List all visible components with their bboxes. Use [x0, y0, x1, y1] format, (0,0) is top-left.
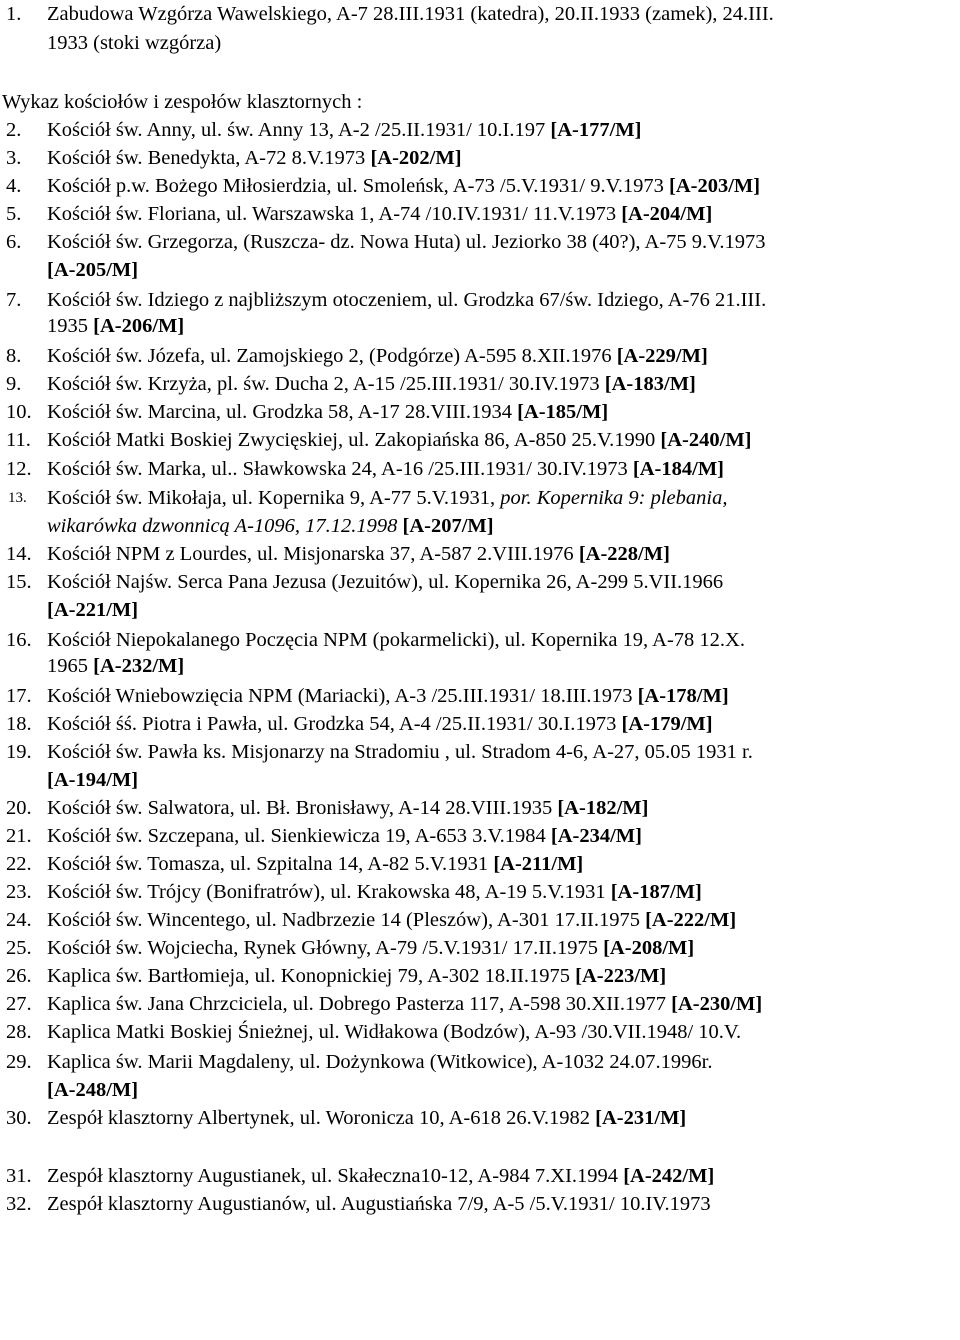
- item-continuation-text: 1933 (stoki wzgórza): [47, 32, 222, 54]
- item-text: [47, 1020, 741, 1044]
- item-description: Kościół śś. Piotra i Pawła, ul. Grodzka 54, A-4 /25.II.1931/ 30.I.1973: [47, 713, 622, 735]
- register-number: [A-177/M]: [550, 119, 642, 141]
- item-description: Kościół Niepokalanego Poczęcia NPM (pokarmelicki), ul. Kopernika 19, A-78 12.X.: [47, 629, 745, 651]
- register-number: [A-222/M]: [645, 909, 737, 931]
- item-description: 1965: [47, 655, 94, 677]
- item-number: 19.: [6, 741, 32, 763]
- item-number: 9.: [6, 373, 22, 395]
- item-number: 32.: [6, 1193, 32, 1215]
- item-description: Kościół św. Wojciecha, Rynek Główny, A-79 /5.V.1931/ 17.II.1975: [47, 937, 604, 959]
- item-description: Kościół św. Szczepana, ul. Sienkiewicza 19, A-653 3.V.1984: [47, 825, 551, 847]
- item-number: 26.: [6, 965, 32, 987]
- register-number: [A-228/M]: [578, 543, 670, 565]
- register-number: [A-185/M]: [517, 401, 609, 423]
- register-number: [A-179/M]: [621, 713, 713, 735]
- item-text: [47, 880, 702, 904]
- item-description: Kaplica św. Bartłomieja, ul. Konopnickiej 79, A-302 18.II.1975: [47, 965, 576, 987]
- item-number: 21.: [6, 825, 32, 847]
- register-number: [A-234/M]: [550, 825, 642, 847]
- item-text: [47, 146, 462, 170]
- item-text: [47, 992, 762, 1016]
- item-description: Kościół NPM z Lourdes, ul. Misjonarska 37, A-587 2.VIII.1976: [47, 543, 579, 565]
- item-description: Kaplica Matki Boskiej Śnieżnej, ul. Widłakowa (Bodzów), A-93 /30.VII.1948/ 10.V.: [47, 1021, 742, 1043]
- item-number: 12.: [6, 458, 32, 480]
- item-text: [47, 1192, 711, 1216]
- item-description: Kościół św. Wincentego, ul. Nadbrzezie 14 (Pleszów), A-301 17.II.1975: [47, 909, 646, 931]
- item-text: [47, 936, 694, 960]
- item-description: Kościół św. Tomasza, ul. Szpitalna 14, A-82 5.V.1931: [47, 853, 494, 875]
- item-text: [47, 457, 724, 481]
- item-number: 13.: [8, 490, 27, 506]
- item-text: [47, 118, 641, 142]
- item-text: [47, 908, 736, 932]
- item-description: Zespół klasztorny Albertynek, ul. Woronicza 10, A-618 26.V.1982: [47, 1107, 596, 1129]
- item-description: Kościół św. Trójcy (Bonifratrów), ul. Krakowska 48, A-19 5.V.1931: [47, 881, 611, 903]
- item-description: Kaplica św. Marii Magdaleny, ul. Dożynkowa (Witkowice), A-1032 24.07.1996r.: [47, 1051, 713, 1073]
- item-description: Kościół św. Mikołaja, ul. Kopernika 9, A-77 5.V.1931,: [47, 487, 501, 509]
- item-continuation-text: [47, 258, 138, 282]
- item-text: [47, 628, 745, 652]
- item-number: 31.: [6, 1165, 32, 1187]
- item-text: [47, 486, 727, 510]
- item-description: Kościół św. Salwatora, ul. Bł. Bronisławy, A-14 28.VIII.1935: [47, 797, 558, 819]
- register-number: [A-187/M]: [610, 881, 702, 903]
- item-continuation-text: [47, 314, 184, 338]
- register-number: [A-206/M]: [93, 315, 185, 337]
- register-number: [A-229/M]: [616, 345, 708, 367]
- register-number: [A-183/M]: [604, 373, 696, 395]
- item-text: [47, 570, 723, 594]
- item-text: [47, 230, 765, 254]
- item-text: [47, 684, 729, 708]
- item-number: 6.: [6, 231, 22, 253]
- register-number: [A-205/M]: [47, 259, 139, 281]
- item-text: [47, 400, 608, 424]
- register-number: [A-178/M]: [637, 685, 729, 707]
- item-continuation-text: [47, 598, 138, 622]
- item-number: 8.: [6, 345, 22, 367]
- item-number: 3.: [6, 147, 22, 169]
- item-description: Kościół św. Pawła ks. Misjonarzy na Stradomiu , ul. Stradom 4-6, A-27, 05.05 1931 r.: [47, 741, 753, 763]
- register-number: [A-203/M]: [669, 175, 761, 197]
- register-number: [A-202/M]: [370, 147, 462, 169]
- item-text: [47, 964, 666, 988]
- item-description: Kościół Matki Boskiej Zwycięskiej, ul. Zakopiańska 86, A-850 25.V.1990: [47, 429, 661, 451]
- item-text: [47, 344, 708, 368]
- item-text: [47, 1050, 712, 1074]
- item-number: 23.: [6, 881, 32, 903]
- item-text: [47, 1106, 686, 1130]
- register-number: [A-248/M]: [47, 1079, 139, 1101]
- item-text: Zabudowa Wzgórza Wawelskiego, A-7 28.III.1931 (katedra), 20.II.1933 (zamek), 24.III.: [47, 3, 774, 25]
- item-note: wikarówka dzwonnicą A-1096, 17.12.1998: [47, 515, 403, 537]
- item-continuation-text: [47, 654, 184, 678]
- item-continuation-text: [47, 768, 138, 792]
- item-text: [47, 372, 696, 396]
- item-continuation-text: [47, 514, 494, 538]
- register-number: [A-182/M]: [557, 797, 649, 819]
- item-number: 4.: [6, 175, 22, 197]
- item-description: Kościół św. Floriana, ul. Warszawska 1, A-74 /10.IV.1931/ 11.V.1973: [47, 203, 622, 225]
- item-number: 27.: [6, 993, 32, 1015]
- item-description: 1935: [47, 315, 94, 337]
- item-description: Kościół św. Idziego z najbliższym otoczeniem, ul. Grodzka 67/św. Idziego, A-76 21.III.: [47, 289, 767, 311]
- item-number: 11.: [6, 429, 31, 451]
- item-number: 1.: [6, 3, 22, 25]
- item-description: Zespół klasztorny Augustianów, ul. Augustiańska 7/9, A-5 /5.V.1931/ 10.IV.1973: [47, 1193, 711, 1215]
- item-number: 18.: [6, 713, 32, 735]
- register-number: [A-211/M]: [493, 853, 584, 875]
- item-number: 29.: [6, 1051, 32, 1073]
- item-number: 30.: [6, 1107, 32, 1129]
- list-heading: Wykaz kościołów i zespołów klasztornych :: [2, 91, 363, 113]
- item-text: [47, 796, 648, 820]
- item-number: 15.: [6, 571, 32, 593]
- item-description: Kościół św. Krzyża, pl. św. Ducha 2, A-15 /25.III.1931/ 30.IV.1973: [47, 373, 605, 395]
- item-description: Kościół św. Marcina, ul. Grodzka 58, A-17 28.VIII.1934: [47, 401, 518, 423]
- item-description: Kościół Wniebowzięcia NPM (Mariacki), A-3 /25.III.1931/ 18.III.1973: [47, 685, 638, 707]
- item-number: 16.: [6, 629, 32, 651]
- item-text: [47, 288, 766, 312]
- item-note: por. Kopernika 9: plebania,: [500, 487, 728, 509]
- register-number: [A-231/M]: [595, 1107, 687, 1129]
- item-description: Kościół św. Anny, ul. św. Anny 13, A-2 /25.II.1931/ 10.I.197: [47, 119, 551, 141]
- item-continuation-text: [47, 1078, 138, 1102]
- item-number: 17.: [6, 685, 32, 707]
- item-number: 22.: [6, 853, 32, 875]
- item-text: [47, 174, 760, 198]
- item-number: 24.: [6, 909, 32, 931]
- item-text: [47, 740, 753, 764]
- register-number: [A-204/M]: [621, 203, 713, 225]
- item-text: [47, 202, 712, 226]
- item-description: Kościół św. Marka, ul.. Sławkowska 24, A-16 /25.III.1931/ 30.IV.1973: [47, 458, 633, 480]
- item-text: [47, 542, 670, 566]
- item-number: 2.: [6, 119, 22, 141]
- register-number: [A-232/M]: [93, 655, 185, 677]
- item-text: [47, 824, 642, 848]
- register-number: [A-207/M]: [402, 515, 494, 537]
- item-description: Kościół św. Benedykta, A-72 8.V.1973: [47, 147, 371, 169]
- item-text: [47, 712, 713, 736]
- item-number: 5.: [6, 203, 22, 225]
- item-text: [47, 852, 583, 876]
- item-number: 14.: [6, 543, 32, 565]
- register-number: [A-221/M]: [47, 599, 139, 621]
- item-description: Kościół św. Grzegorza, (Ruszcza- dz. Nowa Huta) ul. Jeziorko 38 (40?), A-75 9.V.1973: [47, 231, 766, 253]
- item-description: Kościół Najśw. Serca Pana Jezusa (Jezuitów), ul. Kopernika 26, A-299 5.VII.1966: [47, 571, 724, 593]
- item-number: 10.: [6, 401, 32, 423]
- register-number: [A-194/M]: [47, 769, 139, 791]
- item-number: 7.: [6, 289, 22, 311]
- item-description: Zespół klasztorny Augustianek, ul. Skałeczna10-12, A-984 7.XI.1994: [47, 1165, 624, 1187]
- item-number: 20.: [6, 797, 32, 819]
- register-number: [A-184/M]: [632, 458, 725, 480]
- item-text: [47, 1164, 714, 1188]
- item-number: 25.: [6, 937, 32, 959]
- item-description: Kościół św. Józefa, ul. Zamojskiego 2, (Podgórze) A-595 8.XII.1976: [47, 345, 617, 367]
- register-number: [A-223/M]: [575, 965, 667, 987]
- register-number: [A-208/M]: [603, 937, 695, 959]
- item-description: Kościół p.w. Bożego Miłosierdzia, ul. Smoleńsk, A-73 /5.V.1931/ 9.V.1973: [47, 175, 670, 197]
- register-number: [A-242/M]: [623, 1165, 715, 1187]
- register-number: [A-240/M]: [660, 429, 752, 451]
- item-description: Kaplica św. Jana Chrzciciela, ul. Dobrego Pasterza 117, A-598 30.XII.1977: [47, 993, 672, 1015]
- register-number: [A-230/M]: [671, 993, 763, 1015]
- item-number: 28.: [6, 1021, 32, 1043]
- item-text: [47, 428, 752, 452]
